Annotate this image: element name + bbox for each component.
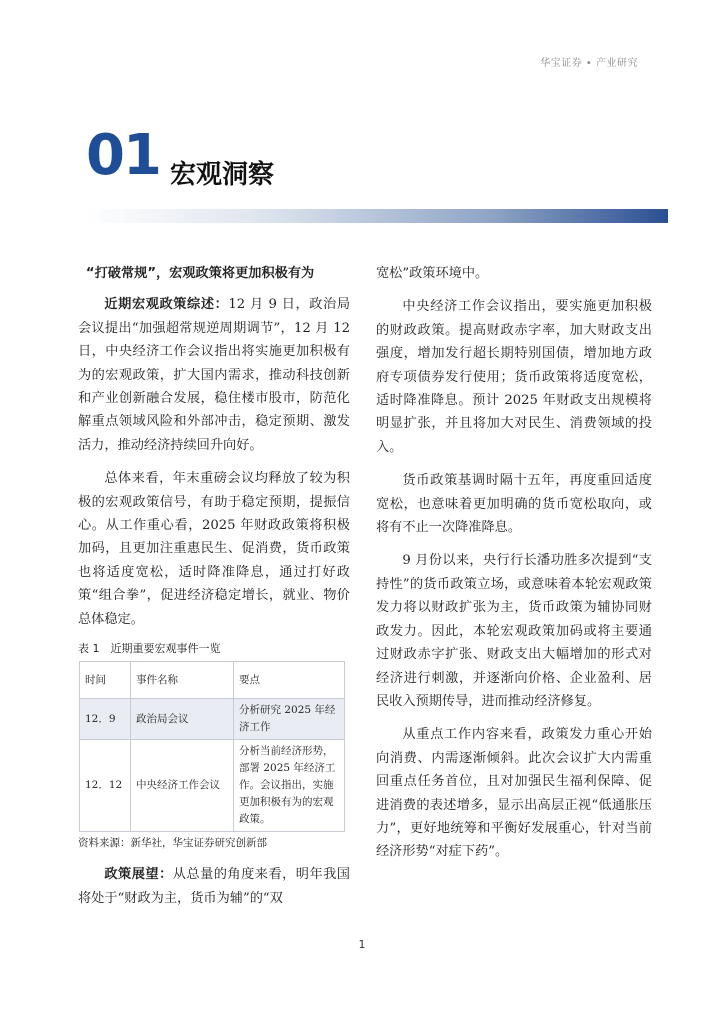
paragraph-label: 近期宏观政策综述：	[104, 297, 229, 313]
paragraph-outlook	[78, 863, 350, 910]
cell-points: 分析当前经济形势，部署 2025 年经济工作。会议指出，实施更加积极有为的宏观政策。	[234, 740, 345, 832]
section-number: 01	[86, 123, 160, 188]
cell-event: 政治局会议	[131, 699, 234, 740]
paragraph-overall: 总体来看，年末重磅会议均释放了较为积极的宏观政策信号，有助于稳定预期，提振信心。从工作重心看，2025 年财政政策将积极加码，且更加注重惠民生、促消费，货币政策也将适度宽松，适时降准降息，通过打好政策“组合拳”，促进经济稳定增长，就业、物价总体稳定。	[78, 471, 350, 627]
paragraph-monetary: 货币政策基调时隔十五年，再度重回适度宽松，也意味着更加明确的货币宽松取向，或将有不止一次降准降息。	[376, 473, 652, 536]
section-title: 宏观洞察	[170, 160, 275, 190]
cell-time: 12．12	[80, 740, 131, 832]
cell-time: 12．9	[80, 699, 131, 740]
section-divider-bar	[86, 209, 668, 223]
table-header-row	[80, 662, 345, 699]
col-header-event: 事件名称	[131, 662, 234, 699]
events-table	[79, 661, 345, 832]
left-column	[78, 262, 350, 920]
right-column	[376, 262, 652, 874]
paragraph-fiscal: 中央经济工作会议指出，要实施更加积极的财政政策。提高财政赤字率，加大财政支出强度，增加发行超长期特别国债，增加地方政府专项债券发行使用；货币政策将适度宽松，适时降准降息。预计 2025 年财政支出规模将明显扩张，并且将加大对民生、消费领域的投入。	[376, 299, 652, 455]
page-number: 1	[358, 938, 366, 951]
table-row	[80, 699, 345, 740]
paragraph-policy-summary	[78, 293, 350, 457]
paragraph-pboc: 9 月份以来，央行行长潘功胜多次提到“支持性”的货币政策立场，或意味着本轮宏观政策发力将以财政扩张为主，货币政策为辅协同财政发力。因此，本轮宏观政策加码或将主要通过财政赤字扩张、财政支出大幅增加的形式对经济进行刺激，并逐渐向价格、企业盈利、居民收入预期传导，进而推动经济修复。	[376, 553, 652, 709]
paragraph-text: 12 月 9 日，政治局会议提出“加强超常规逆周期调节”，12 月 12 日，中央经济工作会议指出将实施更加积极有为的宏观政策，扩大国内需求，推动科技创新和产业创新融合发展，稳住楼市股市，防范化解重点领域风险和外部冲击，稳定预期、激发活力，推动经济持续回升向好。	[78, 297, 351, 453]
paragraph-continued: 宽松”政策环境中。	[376, 266, 489, 281]
article-heading: “打破常规”，宏观政策将更加积极有为	[85, 266, 315, 281]
report-brand: 华宝证券 • 产业研究	[540, 58, 638, 69]
table-caption: 表 1 近期重要宏观事件一览	[78, 642, 221, 656]
col-header-points: 要点	[234, 662, 345, 699]
paragraph-focus: 从重点工作内容来看，政策发力重心开始向消费、内需逐渐倾斜。此次会议扩大内需重回重点任务首位，且对加强民生福利保障、促进消费的表述增多，显示出高层正视“低通胀压力”，更好地统筹和平衡好发展重心，针对当前经济形势“对症下药”。	[376, 727, 652, 860]
paragraph-text: 从总量的角度来看，明年我国将处于“财政为主，货币为辅”的“双	[78, 867, 350, 906]
cell-event: 中央经济工作会议	[131, 740, 234, 832]
cell-points: 分析研究 2025 年经济工作	[234, 699, 345, 740]
table-row	[80, 740, 345, 832]
paragraph-label: 政策展望：	[104, 867, 173, 883]
table-source: 资料来源：新华社，华宝证券研究创新部	[78, 837, 267, 850]
col-header-time: 时间	[80, 662, 131, 699]
